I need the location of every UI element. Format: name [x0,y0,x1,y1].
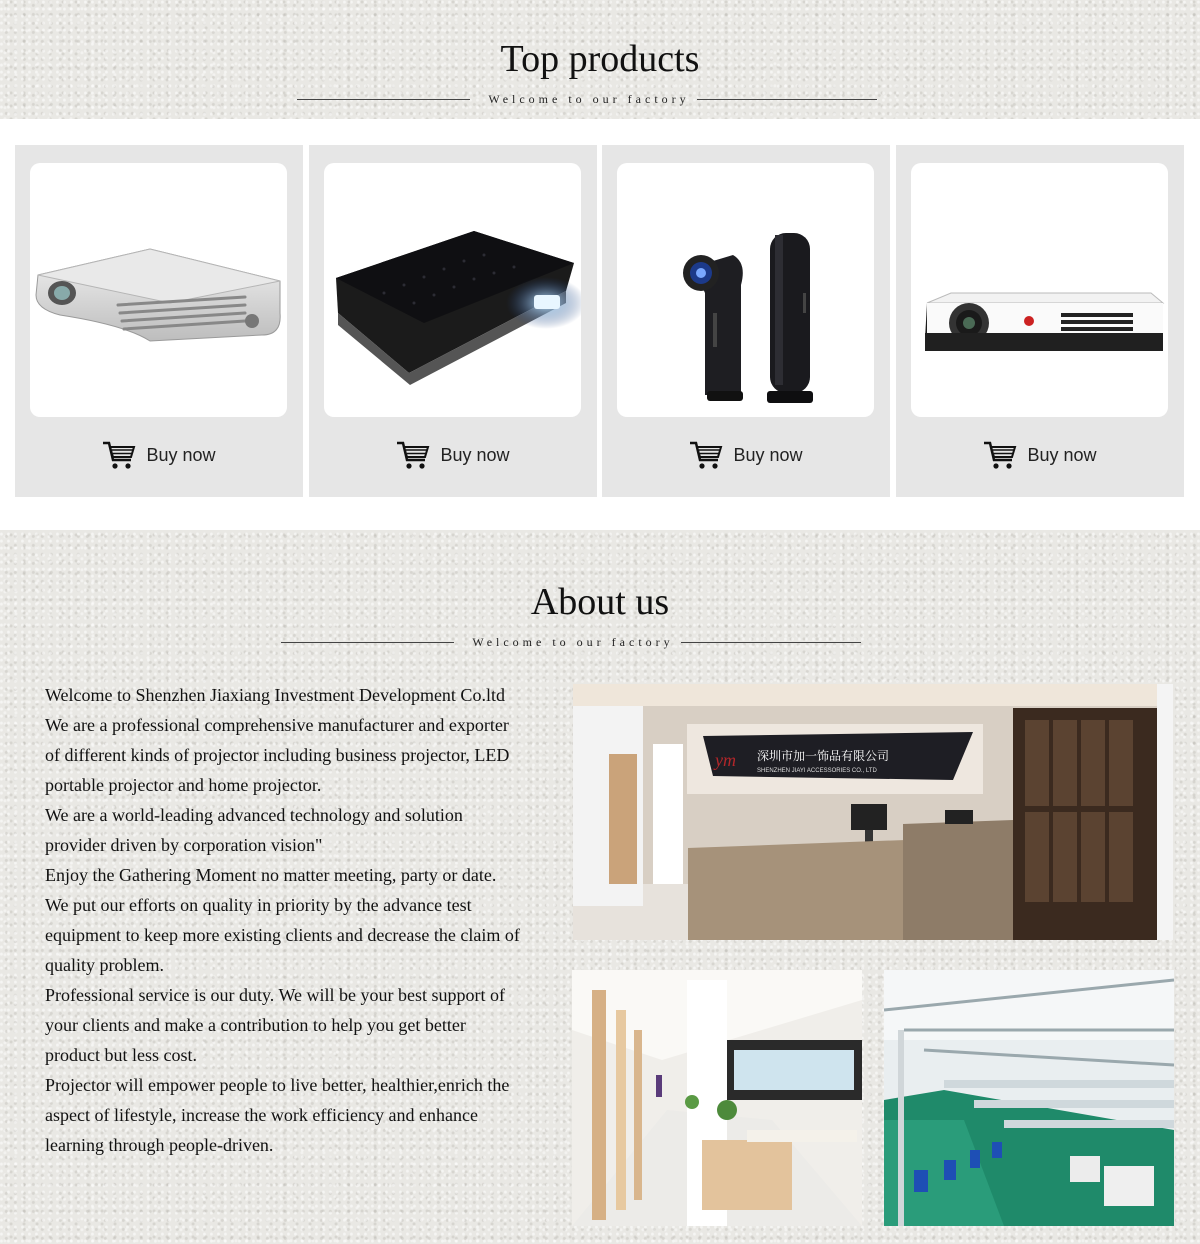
section-title: About us [530,581,670,623]
top-products-heading [0,38,1200,106]
black-projector-illustration [324,163,581,417]
about-paragraph: We are a professional comprehensive manufacturer and exporter of different kinds of projector including business projector, LED portable projector and home projector. [45,715,510,795]
shopping-cart-icon [102,440,136,470]
about-paragraph: Welcome to Shenzhen Jiaxiang Investment Development Co.ltd [45,685,505,705]
product-card[interactable] [309,145,597,497]
product-card[interactable] [15,145,303,497]
product-image-tube-projector[interactable] [617,163,874,417]
office-illustration [572,970,862,1226]
product-image-black-projector[interactable] [324,163,581,417]
subtitle-row [0,635,1200,651]
product-image-silver-projector[interactable] [30,163,287,417]
buy-now-label: Buy now [1027,444,1097,465]
factory-illustration [884,970,1174,1226]
section-subtitle: Welcome to our factory [472,635,674,649]
divider-line-right [681,642,861,643]
product-card[interactable] [896,145,1184,497]
sign-chinese: 深圳市加一饰品有限公司 [757,749,890,763]
reception-illustration [573,684,1173,940]
buy-now-button[interactable] [602,435,890,475]
sign-logo: ym [715,750,736,770]
shopping-cart-icon [689,440,723,470]
buy-now-button[interactable] [15,435,303,475]
product-card[interactable] [602,145,890,497]
shopping-cart-icon [983,440,1017,470]
shopping-cart-icon [396,440,430,470]
about-paragraph: Enjoy the Gathering Moment no matter meeting, party or date. [45,865,497,885]
about-description [45,680,525,1160]
about-paragraph: Professional service is our duty. We will be your best support of your clients and make a contribution to help you get better product but less cost. [45,985,505,1065]
section-subtitle: Welcome to our factory [488,92,690,106]
subtitle-row [0,92,1200,108]
buy-now-label: Buy now [733,444,803,465]
buy-now-button[interactable] [896,435,1184,475]
reception-photo [573,684,1173,940]
office-photo [572,970,862,1226]
product-image-home-projector[interactable] [911,163,1168,417]
sign-english: SHENZHEN JIAYI ACCESSORIES CO., LTD [757,768,877,774]
tube-projector-illustration [617,163,874,417]
about-paragraph: Projector will empower people to live better, healthier,enrich the aspect of lifestyle, increase the work efficiency and enhance learning through people-driven. [45,1075,510,1155]
about-us-heading [0,581,1200,649]
home-projector-illustration [911,163,1168,417]
factory-photo [884,970,1174,1226]
buy-now-label: Buy now [146,444,216,465]
about-paragraph: We put our efforts on quality in priority by the advance test equipment to keep more existing clients and decrease the claim of quality problem. [45,895,520,975]
section-title: Top products [500,38,700,80]
about-paragraph: We are a world-leading advanced technology and solution provider driven by corporation vision" [45,805,463,855]
buy-now-button[interactable] [309,435,597,475]
silver-projector-illustration [30,163,287,417]
buy-now-label: Buy now [440,444,510,465]
divider-line-right [697,99,877,100]
